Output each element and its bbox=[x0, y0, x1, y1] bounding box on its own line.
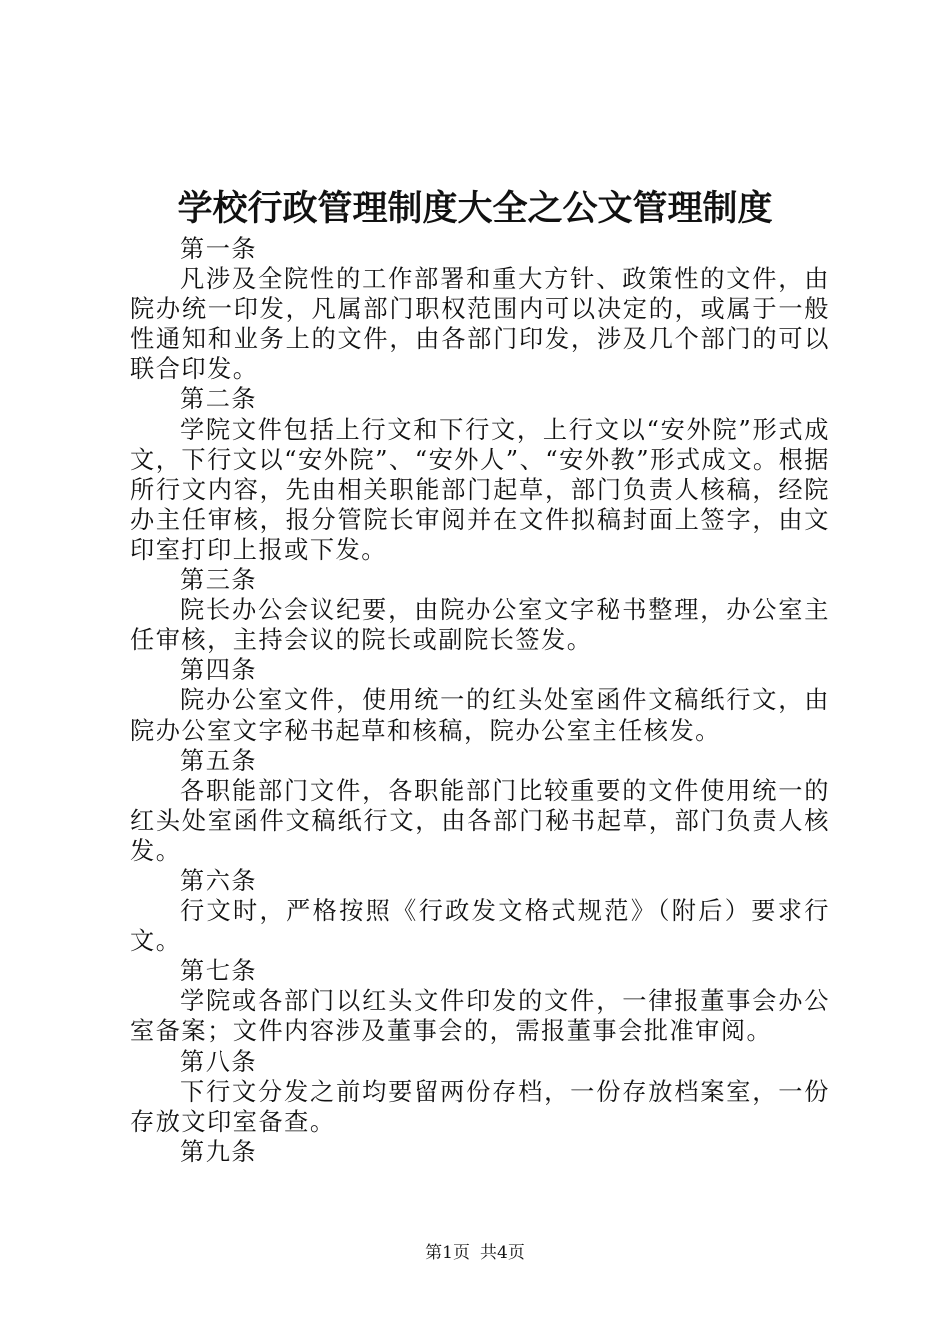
article-heading: 第三条 bbox=[180, 566, 258, 595]
document-body bbox=[130, 234, 830, 1167]
article-3 bbox=[130, 565, 830, 655]
article-text: 学院或各部门以红头文件印发的文件，一律报董事会办公室备案；文件内容涉及董事会的，需报董事会批准审阅。 bbox=[130, 987, 830, 1046]
page-number: 第1页 bbox=[425, 1243, 470, 1263]
article-heading: 第六条 bbox=[180, 866, 258, 895]
article-heading: 第一条 bbox=[180, 235, 258, 263]
article-text: 行文时，严格按照《行政发文格式规范》（附后）要求行文。 bbox=[130, 897, 830, 956]
document-title: 学校行政管理制度大全之公文管理制度 bbox=[177, 189, 773, 229]
page-total: 共4页 bbox=[480, 1243, 525, 1263]
page-footer bbox=[0, 1241, 950, 1265]
article-heading: 第二条 bbox=[180, 385, 258, 414]
article-5 bbox=[130, 746, 830, 866]
article-text: 院办公室文件，使用统一的红头处室函件文稿纸行文，由院办公室文字秘书起草和核稿，院办公室主任核发。 bbox=[130, 686, 830, 745]
article-text: 学院文件包括上行文和下行文，上行文以“安外院”形式成文，下行文以“安外院”、“安外人”、“安外教”形式成文。根据所行文内容，先由相关职能部门起草，部门负责人核稿，经院办主任审核，报分管院长审阅并在文件拟稿封面上签字，由文印室打印上报或下发。 bbox=[130, 415, 830, 564]
article-9 bbox=[130, 1137, 830, 1167]
article-text: 凡涉及全院性的工作部署和重大方针、政策性的文件，由院办统一印发，凡属部门职权范围内可以决定的，或属于一般性通知和业务上的文件，由各部门印发，涉及几个部门的可以联合印发。 bbox=[130, 265, 830, 384]
article-4 bbox=[130, 655, 830, 745]
article-2 bbox=[130, 384, 830, 565]
article-text: 各职能部门文件，各职能部门比较重要的文件使用统一的红头处室函件文稿纸行文，由各部门秘书起草，部门负责人核发。 bbox=[130, 776, 830, 865]
article-heading: 第七条 bbox=[180, 957, 258, 986]
article-heading: 第九条 bbox=[180, 1137, 258, 1166]
article-7 bbox=[130, 956, 830, 1046]
article-8 bbox=[130, 1047, 830, 1137]
article-heading: 第八条 bbox=[180, 1047, 258, 1076]
article-text: 下行文分发之前均要留两份存档，一份存放档案室，一份存放文印室备查。 bbox=[130, 1077, 830, 1136]
article-text: 院长办公会议纪要，由院办公室文字秘书整理，办公室主任审核，主持会议的院长或副院长签发。 bbox=[130, 596, 830, 655]
article-heading: 第四条 bbox=[180, 656, 258, 685]
article-heading: 第五条 bbox=[180, 746, 258, 775]
article-6 bbox=[130, 866, 830, 956]
article-1 bbox=[130, 234, 830, 384]
